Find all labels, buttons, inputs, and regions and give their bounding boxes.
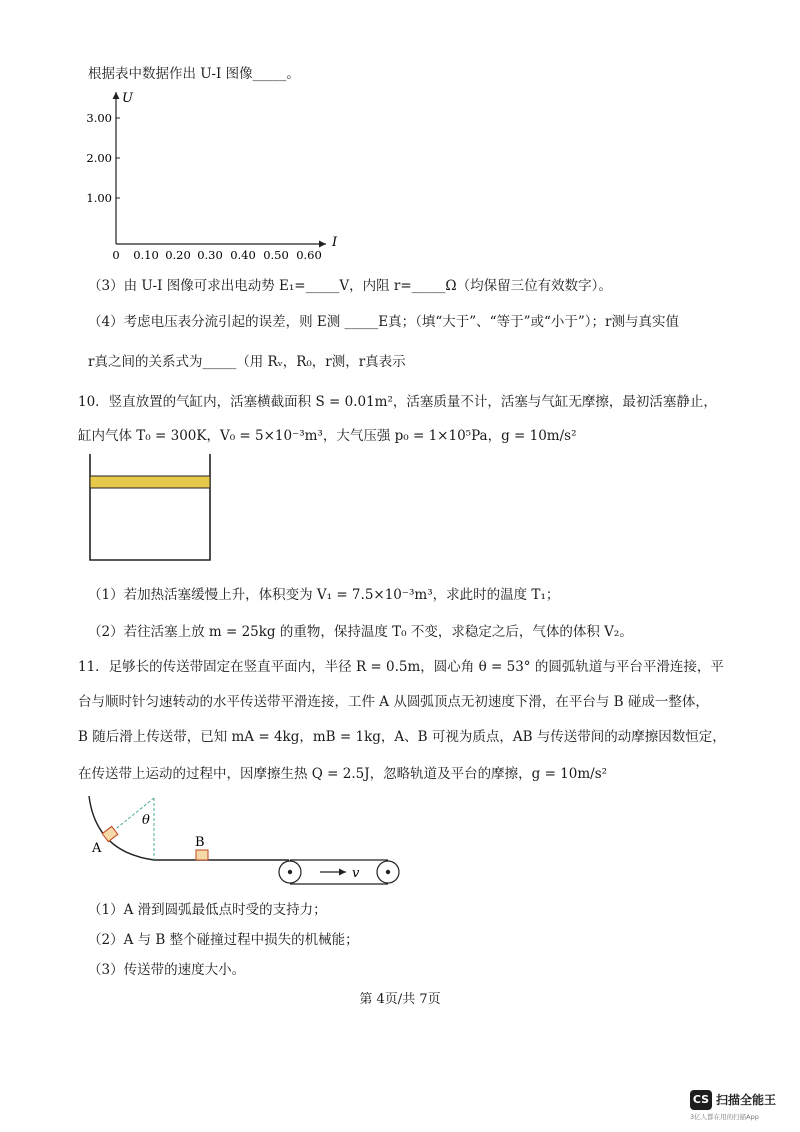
page-footer: 第 4页/共 7页	[359, 992, 441, 1007]
q11-part1: （1）A 滑到圆弧最低点时受的支持力；	[88, 902, 327, 918]
y-tick: 1.00	[86, 191, 112, 205]
scanner-watermark	[690, 1088, 790, 1124]
q10-part2: （2）若往活塞上放 m = 25kg 的重物，保持温度 T₀ 不变，求稳定之后，气体的体积 V₂。	[88, 624, 633, 640]
intro-text: 根据表中数据作出 U-I 图像_____。	[88, 66, 300, 82]
y-tick: 3.00	[86, 111, 112, 125]
q9-part4-line1: （4）考虑电压表分流引起的误差，则 E测 _____E真；（填“大于”、“等于”或“小于”）；r测与真实值	[88, 314, 679, 330]
y-axis-label: U	[122, 91, 133, 106]
block-b	[196, 850, 208, 860]
theta-label: θ	[142, 813, 150, 828]
q11-text-line2: 台与顺时针匀速转动的水平传送带平滑连接，工件 A 从圆弧顶点无初速度下滑，在平台与 B 碰成一整体，	[78, 694, 709, 710]
x-tick: 0.10	[133, 248, 159, 262]
q10-part1: （1）若加热活塞缓慢上升，体积变为 V₁ = 7.5×10⁻³m³，求此时的温度 T₁；	[88, 587, 560, 603]
velocity-label: v	[352, 866, 360, 881]
x-tick: 0.30	[197, 248, 223, 262]
piston	[90, 476, 210, 488]
label-b: B	[195, 835, 205, 850]
conveyor-figure	[84, 790, 404, 890]
label-a: A	[92, 841, 102, 856]
y-tick: 2.00	[86, 151, 112, 165]
x-axis-label: I	[332, 235, 338, 250]
x-tick: 0	[112, 248, 120, 262]
block-a	[102, 826, 118, 841]
ui-graph	[80, 86, 360, 266]
q11-text-line1: 11．足够长的传送带固定在竖直平面内，半径 R = 0.5m，圆心角 θ = 53° 的圆弧轨道与平台平滑连接，平	[78, 659, 724, 675]
watermark-title: 扫描全能王	[716, 1093, 777, 1107]
q10-text-line2: 缸内气体 T₀ = 300K，V₀ = 5×10⁻³m³，大气压强 p₀ = 1×10⁵Pa，g = 10m/s²	[78, 428, 577, 444]
q11-part2: （2）A 与 B 整个碰撞过程中损失的机械能；	[88, 932, 359, 948]
x-tick: 0.40	[230, 248, 256, 262]
q9-part3: （3）由 U-I 图像可求出电动势 E₁=_____V，内阻 r=_____Ω（均保留三位有效数字）。	[88, 278, 612, 294]
cylinder-wall	[90, 454, 210, 560]
x-tick: 0.50	[263, 248, 289, 262]
q11-text-line4: 在传送带上运动的过程中，因摩擦生热 Q = 2.5J，忽略轨道及平台的摩擦，g = 10m/s²	[78, 766, 608, 782]
cylinder-figure	[86, 452, 216, 564]
x-tick: 0.20	[165, 248, 191, 262]
q10-text-line1: 10．竖直放置的气缸内，活塞横截面积 S = 0.01m²，活塞质量不计，活塞与气缸无摩擦，最初活塞静止，	[78, 394, 717, 410]
x-tick: 0.60	[296, 248, 322, 262]
q11-part3: （3）传送带的速度大小。	[88, 962, 246, 978]
cs-logo: CS	[690, 1090, 712, 1110]
watermark-subtitle: 3亿人都在用的扫描App	[690, 1113, 759, 1121]
q9-part4-line2: r真之间的关系式为_____（用 Rᵥ，R₀，r测，r真表示	[88, 354, 406, 370]
q11-text-line3: B 随后滑上传送带，已知 mA = 4kg，mB = 1kg，A、B 可视为质点，AB 与传送带间的动摩擦因数恒定，	[78, 729, 726, 745]
